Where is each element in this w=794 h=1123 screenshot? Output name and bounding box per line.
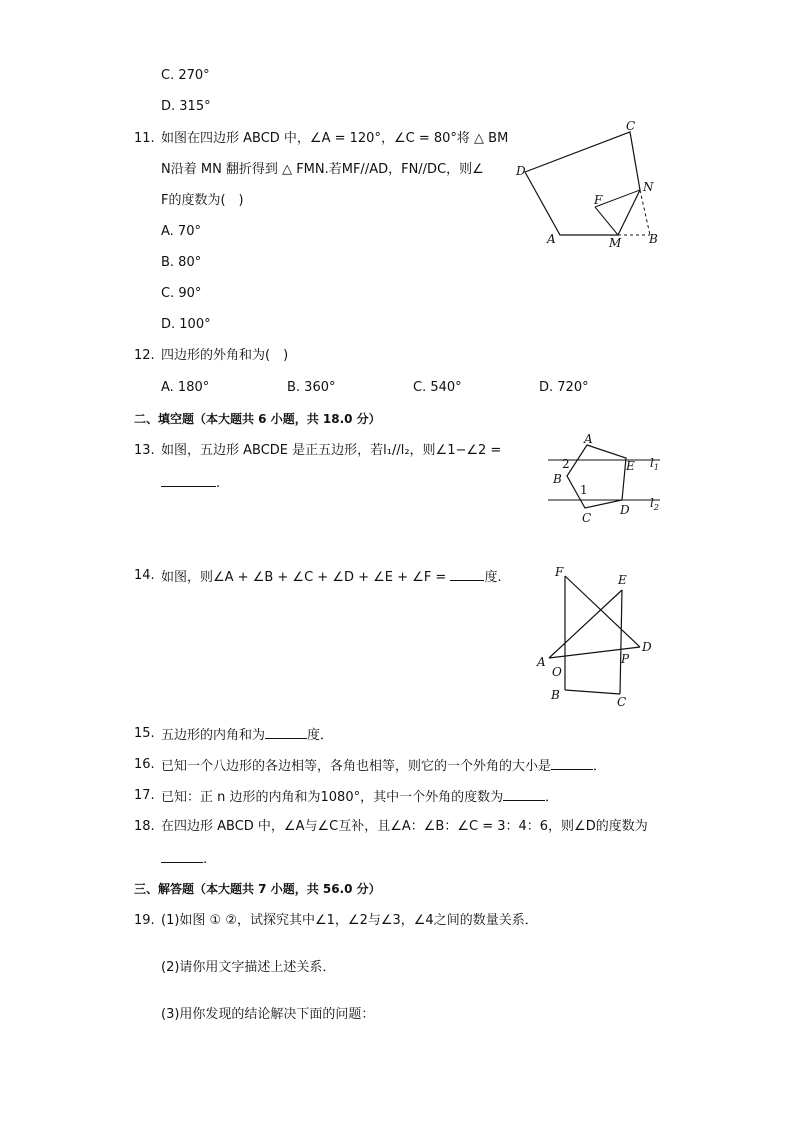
q15-number: 15. xyxy=(134,726,155,741)
q13-label-angle1: 1 xyxy=(580,483,588,497)
q16-answer-blank[interactable] xyxy=(551,757,593,770)
section-3-header: 三、解答题（本大题共 7 小题，共 56.0 分） xyxy=(134,882,381,896)
q11-label-b: B xyxy=(649,232,658,246)
q13-label-c: C xyxy=(582,511,592,525)
q18-answer-line xyxy=(161,850,207,868)
q14-number: 14. xyxy=(134,568,155,583)
q12-option-a: A. 180° xyxy=(161,380,210,395)
q12-number: 12. xyxy=(134,348,155,363)
q11-text-line2: N沿着 MN 翻折得到 △ FMN.若MF//AD，FN//DC，则∠ xyxy=(161,162,484,177)
q11-label-m: M xyxy=(609,236,622,250)
q15-end: 度． xyxy=(307,728,334,743)
q14-star-figure xyxy=(535,562,665,710)
q19-number: 19. xyxy=(134,913,155,928)
q18-text-line1: 在四边形 ABCD 中，∠A与∠C互补，且∠A：∠B：∠C = 3：4：6，则∠D的度数为 xyxy=(161,819,648,834)
q16-text-line xyxy=(161,757,606,775)
q13-label-angle2: 2 xyxy=(562,457,570,471)
q11-label-n: N xyxy=(643,180,654,194)
q11-option-d: D. 100° xyxy=(161,317,211,332)
q14-label-a: A xyxy=(537,655,546,669)
q15-text: 五边形的内角和为 xyxy=(161,728,266,743)
q13-number: 13. xyxy=(134,443,155,458)
q11-option-c: C. 90° xyxy=(161,286,202,301)
q14-text-before: 如图，则∠A + ∠B + ∠C + ∠D + ∠E + ∠F = xyxy=(161,570,451,585)
q17-text: 已知：正 n 边形的内角和为1080°，其中一个外角的度数为 xyxy=(161,790,504,805)
q11-label-c: C xyxy=(626,119,636,133)
q12-option-c: C. 540° xyxy=(413,380,462,395)
q14-label-e: E xyxy=(618,573,627,587)
q14-answer-blank[interactable] xyxy=(450,568,484,581)
q16-text: 已知一个八边形的各边相等，各角也相等，则它的一个外角的大小是 xyxy=(161,759,552,774)
q13-label-e: E xyxy=(626,459,635,473)
q17-number: 17. xyxy=(134,788,155,803)
q13-answer-blank[interactable] xyxy=(161,474,216,487)
q11-label-f: F xyxy=(594,193,603,207)
q12-text: 四边形的外角和为( ) xyxy=(161,348,289,363)
q13-pentagon-figure xyxy=(540,430,680,530)
q18-answer-blank[interactable] xyxy=(161,850,203,863)
q17-answer-blank[interactable] xyxy=(503,788,545,801)
q10-option-d: D. 315° xyxy=(161,99,211,114)
q11-quadrilateral-figure xyxy=(510,115,670,250)
q11-text-line1: 如图在四边形 ABCD 中，∠A = 120°，∠C = 80°将 △ BM xyxy=(161,131,509,146)
q14-label-c: C xyxy=(617,695,627,709)
q14-label-o: O xyxy=(552,665,562,679)
q15-answer-blank[interactable] xyxy=(265,726,307,739)
q17-text-line xyxy=(161,788,558,806)
q14-label-d: D xyxy=(642,640,652,654)
q13-answer-line xyxy=(161,474,220,492)
q16-number: 16. xyxy=(134,757,155,772)
q13-label-d: D xyxy=(620,503,630,517)
q19-part2: (2)请你用文字描述上述关系． xyxy=(161,960,336,975)
q12-option-d: D. 720° xyxy=(539,380,589,395)
q14-text-line xyxy=(161,568,502,586)
q13-label-l2: $l_2$ xyxy=(650,496,659,512)
q14-text-after: 度. xyxy=(484,570,502,585)
q13-label-a: A xyxy=(584,432,593,446)
q11-option-a: A. 70° xyxy=(161,224,201,239)
q14-label-p: P xyxy=(621,652,630,666)
q18-number: 18. xyxy=(134,819,155,834)
q14-label-f: F xyxy=(555,565,564,579)
q11-label-d: D xyxy=(516,164,526,178)
q16-end: ． xyxy=(593,759,607,774)
q13-text: 如图，五边形 ABCDE 是正五边形，若l₁//l₂，则∠1−∠2 = xyxy=(161,443,502,458)
q19-part3: (3)用你发现的结论解决下面的问题： xyxy=(161,1007,375,1022)
q15-text-line xyxy=(161,726,333,744)
q14-label-b: B xyxy=(551,688,560,702)
q19-part1: (1)如图 ① ②，试探究其中∠1，∠2与∠3，∠4之间的数量关系． xyxy=(161,913,538,928)
q11-text-line3: F的度数为( ) xyxy=(161,193,244,208)
section-2-header: 二、填空题（本大题共 6 小题，共 18.0 分） xyxy=(134,412,381,426)
q11-option-b: B. 80° xyxy=(161,255,202,270)
q11-label-a: A xyxy=(547,232,556,246)
q10-option-c: C. 270° xyxy=(161,68,210,83)
q13-label-l1: $l_1$ xyxy=(650,456,659,472)
q13-label-b: B xyxy=(553,472,562,486)
q11-number: 11. xyxy=(134,131,155,146)
q12-option-b: B. 360° xyxy=(287,380,336,395)
q17-end: ． xyxy=(545,790,559,805)
q18-end: . xyxy=(203,852,208,867)
q13-end-punct: . xyxy=(216,476,221,491)
